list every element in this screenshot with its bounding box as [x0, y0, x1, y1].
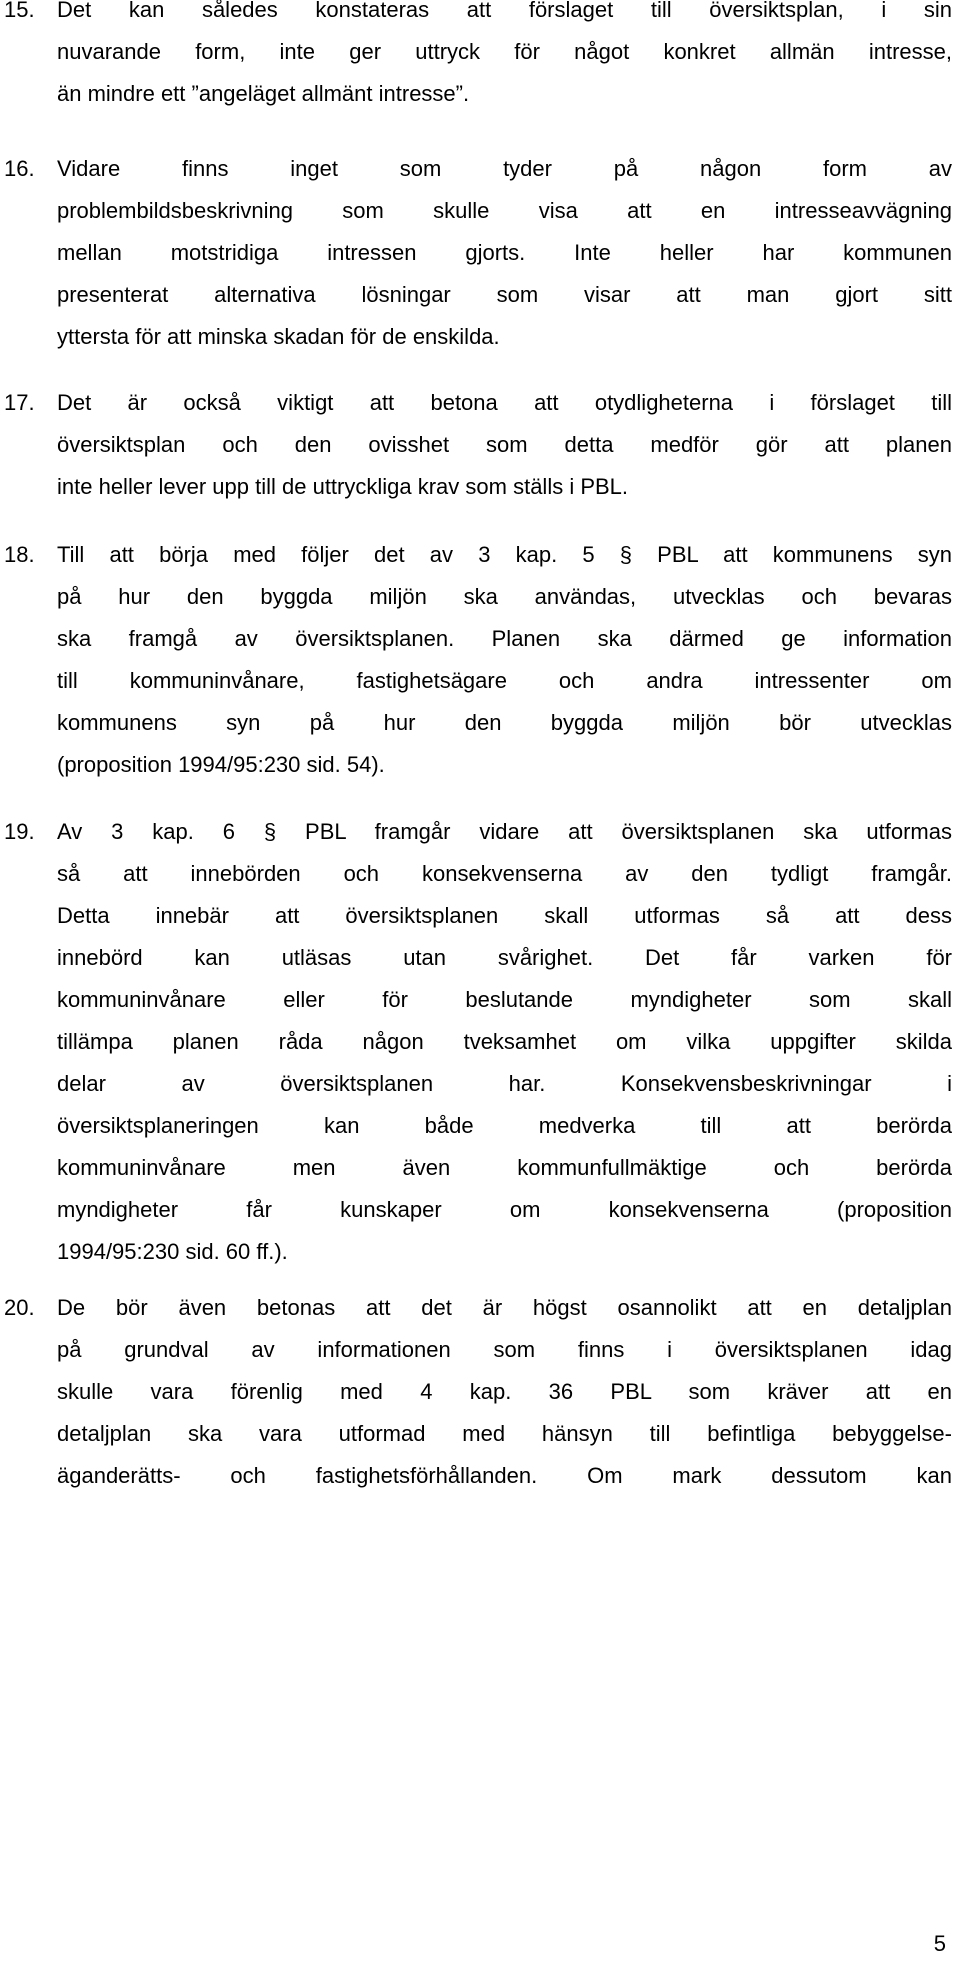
paragraph-line: Det kan således konstateras att förslaget till översiktsplan, i sin [57, 0, 952, 22]
paragraph-number: 15. [4, 0, 35, 22]
paragraph-line: delar av översiktsplanen har. Konsekvensbeskrivningar i [57, 1071, 952, 1096]
paragraph-line: Av 3 kap. 6 § PBL framgår vidare att översiktsplanen ska utformas [57, 819, 952, 844]
paragraph-line: skulle vara förenlig med 4 kap. 36 PBL som kräver att en [57, 1379, 952, 1404]
paragraph-line: 1994/95:230 sid. 60 ff.). [57, 1239, 288, 1264]
paragraph-number: 16. [4, 156, 35, 181]
paragraph-number: 18. [4, 542, 35, 567]
paragraph-line: presenterat alternativa lösningar som visar att man gjort sitt [57, 282, 952, 307]
paragraph-line: äganderätts- och fastighetsförhållanden. Om mark dessutom kan [57, 1463, 952, 1488]
paragraph-line: ska framgå av översiktsplanen. Planen ska därmed ge information [57, 626, 952, 651]
paragraph-line: så att innebörden och konsekvenserna av den tydligt framgår. [57, 861, 952, 886]
paragraph-line: kommunens syn på hur den byggda miljön bör utvecklas [57, 710, 952, 735]
paragraph-line: mellan motstridiga intressen gjorts. Inte heller har kommunen [57, 240, 952, 265]
paragraph-line: yttersta för att minska skadan för de enskilda. [57, 324, 500, 349]
paragraph-line: Det är också viktigt att betona att otydligheterna i förslaget till [57, 390, 952, 415]
paragraph-number: 20. [4, 1295, 35, 1320]
page-number: 5 [933, 1931, 946, 1956]
paragraph-number: 17. [4, 390, 35, 415]
paragraph-line: inte heller lever upp till de uttryckliga krav som ställs i PBL. [57, 474, 629, 499]
paragraph-line: översiktsplan och den ovisshet som detta medför gör att planen [57, 432, 952, 457]
paragraph-line: kommuninvånare eller för beslutande myndigheter som skall [57, 987, 952, 1012]
paragraph-line: (proposition 1994/95:230 sid. 54). [57, 752, 385, 777]
paragraph-number: 19. [4, 819, 35, 844]
paragraph-line: Vidare finns inget som tyder på någon form av [57, 156, 952, 181]
paragraph-line: innebörd kan utläsas utan svårighet. Det får varken för [57, 945, 952, 970]
paragraph-line: De bör även betonas att det är högst osannolikt att en detaljplan [57, 1295, 952, 1320]
paragraph-line: än mindre ett ”angeläget allmänt intresse”. [57, 81, 470, 106]
paragraph-line: översiktsplaneringen kan både medverka till att berörda [57, 1113, 952, 1138]
paragraph-line: tillämpa planen råda någon tveksamhet om vilka uppgifter skilda [57, 1029, 952, 1054]
paragraph-line: till kommuninvånare, fastighetsägare och andra intressenter om [57, 668, 952, 693]
paragraph-line: nuvarande form, inte ger uttryck för något konkret allmän intresse, [57, 39, 952, 64]
paragraph-line: kommuninvånare men även kommunfullmäktige och berörda [57, 1155, 952, 1180]
paragraph-line: problembildsbeskrivning som skulle visa att en intresseavvägning [57, 198, 952, 223]
paragraph-line: på grundval av informationen som finns i översiktsplanen idag [57, 1337, 952, 1362]
paragraph-line: på hur den byggda miljön ska användas, utvecklas och bevaras [57, 584, 952, 609]
paragraph-line: Detta innebär att översiktsplanen skall utformas så att dess [57, 903, 952, 928]
paragraph-line: Till att börja med följer det av 3 kap. 5 § PBL att kommunens syn [57, 542, 952, 567]
paragraph-line: detaljplan ska vara utformad med hänsyn till befintliga bebyggelse- [57, 1421, 952, 1446]
paragraph-line: myndigheter får kunskaper om konsekvenserna (proposition [57, 1197, 952, 1222]
